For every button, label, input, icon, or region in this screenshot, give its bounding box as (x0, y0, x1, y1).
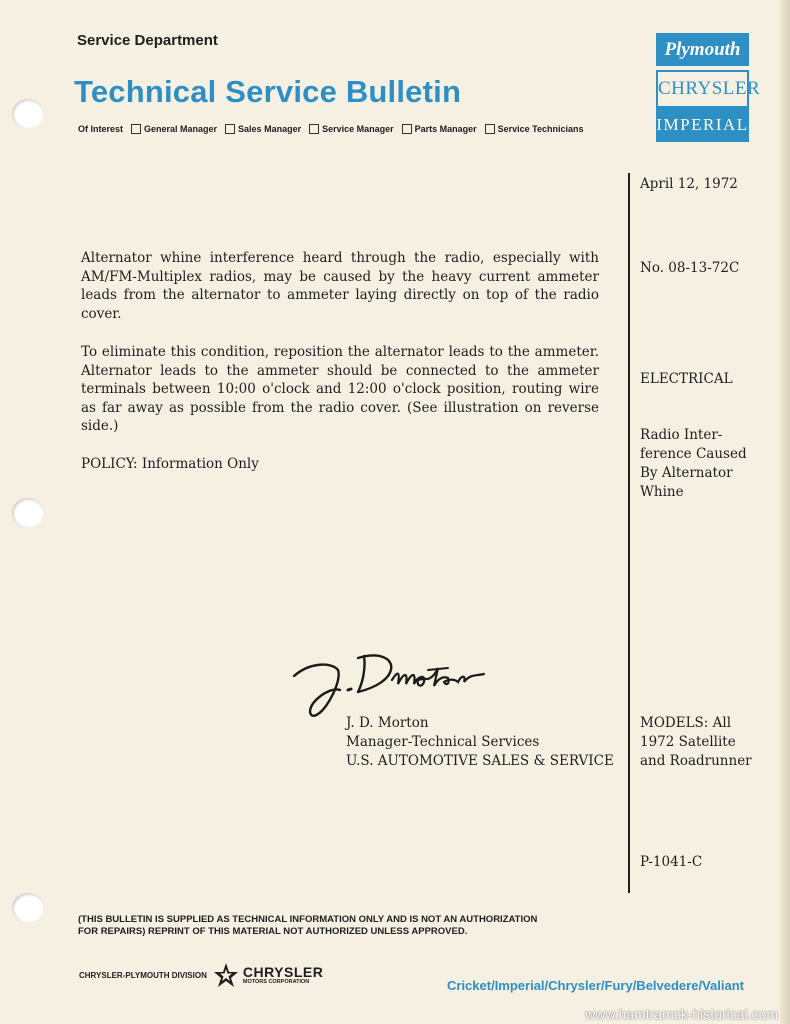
subject-line: ference Caused (640, 446, 747, 462)
disclaimer-line: (THIS BULLETIN IS SUPPLIED AS TECHNICAL INFORMATION ONLY AND IS NOT AN AUTHORIZATION (78, 914, 538, 925)
bulletin-number: No. 08-13-72C (640, 260, 740, 276)
body-paragraph-2: To eliminate this condition, reposition the alternator leads to the ammeter. Alternator leads to the ammeter should be connected to the ammeter terminals between 10:00 o'clock and 12:00 o'clock position, routing wire as far away as possible from the radio cover. (See illustration on reverse side.) (81, 344, 599, 434)
checkbox[interactable] (131, 124, 141, 134)
interest-item: Sales Manager (238, 124, 302, 134)
subject-line: By Alternator (640, 465, 733, 481)
models-line: MODELS: All (640, 715, 732, 731)
subject-line: Whine (640, 484, 684, 500)
disclaimer-line: FOR REPAIRS) REPRINT OF THIS MATERIAL NOT AUTHORIZED UNLESS APPROVED. (78, 926, 468, 937)
signer-name: J. D. Morton (346, 715, 429, 731)
division-label: CHRYSLER-PLYMOUTH DIVISION (79, 970, 207, 980)
imperial-logo: IMPERIAL (656, 108, 749, 142)
corp-sub: MOTORS CORPORATION (242, 978, 310, 985)
signer-org: U.S. AUTOMOTIVE SALES & SERVICE (346, 753, 614, 769)
binder-hole-bottom (12, 893, 44, 923)
policy-line: POLICY: Information Only (81, 456, 259, 472)
bulletin-models (640, 714, 752, 771)
models-list: Cricket/Imperial/Chrysler/Fury/Belvedere/Valiant (447, 978, 744, 993)
form-number: P-1041-C (640, 854, 703, 870)
department-label: Service Department (77, 32, 218, 49)
pentastar-icon (213, 962, 239, 988)
models-line: and Roadrunner (640, 753, 752, 769)
site-watermark: www.hamtramck-historical.com (585, 1006, 778, 1022)
bulletin-date: April 12, 1972 (640, 176, 738, 192)
interest-item: Service Technicians (497, 124, 584, 134)
plymouth-logo: Plymouth (656, 33, 749, 66)
subject-line: Radio Inter- (640, 427, 723, 443)
chrysler-logo: CHRYSLER (656, 70, 749, 108)
body-paragraph-1: Alternator whine interference heard through the radio, especially with AM/FM-Multiplex radios, may be caused by the heavy current ammeter leads from the alternator to ammeter laying directly on top of the radio cover. (81, 250, 599, 322)
interest-item: Parts Manager (414, 124, 477, 134)
bulletin-category: ELECTRICAL (640, 371, 733, 387)
checkbox[interactable] (225, 124, 235, 134)
binder-hole-top (12, 99, 44, 129)
chrysler-corp-logo (243, 965, 324, 986)
binder-hole-middle (12, 498, 44, 528)
models-line: 1972 Satellite (640, 734, 736, 750)
corp-name: CHRYSLER (242, 963, 324, 980)
bulletin-subject (640, 426, 747, 502)
signer-title: Manager-Technical Services (346, 734, 540, 750)
division-block (79, 962, 323, 988)
signature-block (346, 714, 614, 771)
checkbox[interactable] (402, 124, 412, 134)
checkbox[interactable] (309, 124, 319, 134)
interest-item: General Manager (144, 124, 218, 134)
interest-checklist (78, 124, 584, 134)
page-edge (780, 0, 790, 1024)
interest-item: Service Manager (322, 124, 394, 134)
disclaimer (78, 914, 618, 938)
interest-label: Of Interest (78, 124, 124, 134)
checkbox[interactable] (485, 124, 495, 134)
bulletin-title: Technical Service Bulletin (74, 74, 462, 109)
sidebar-divider (628, 173, 630, 893)
handwritten-signature (288, 640, 508, 725)
